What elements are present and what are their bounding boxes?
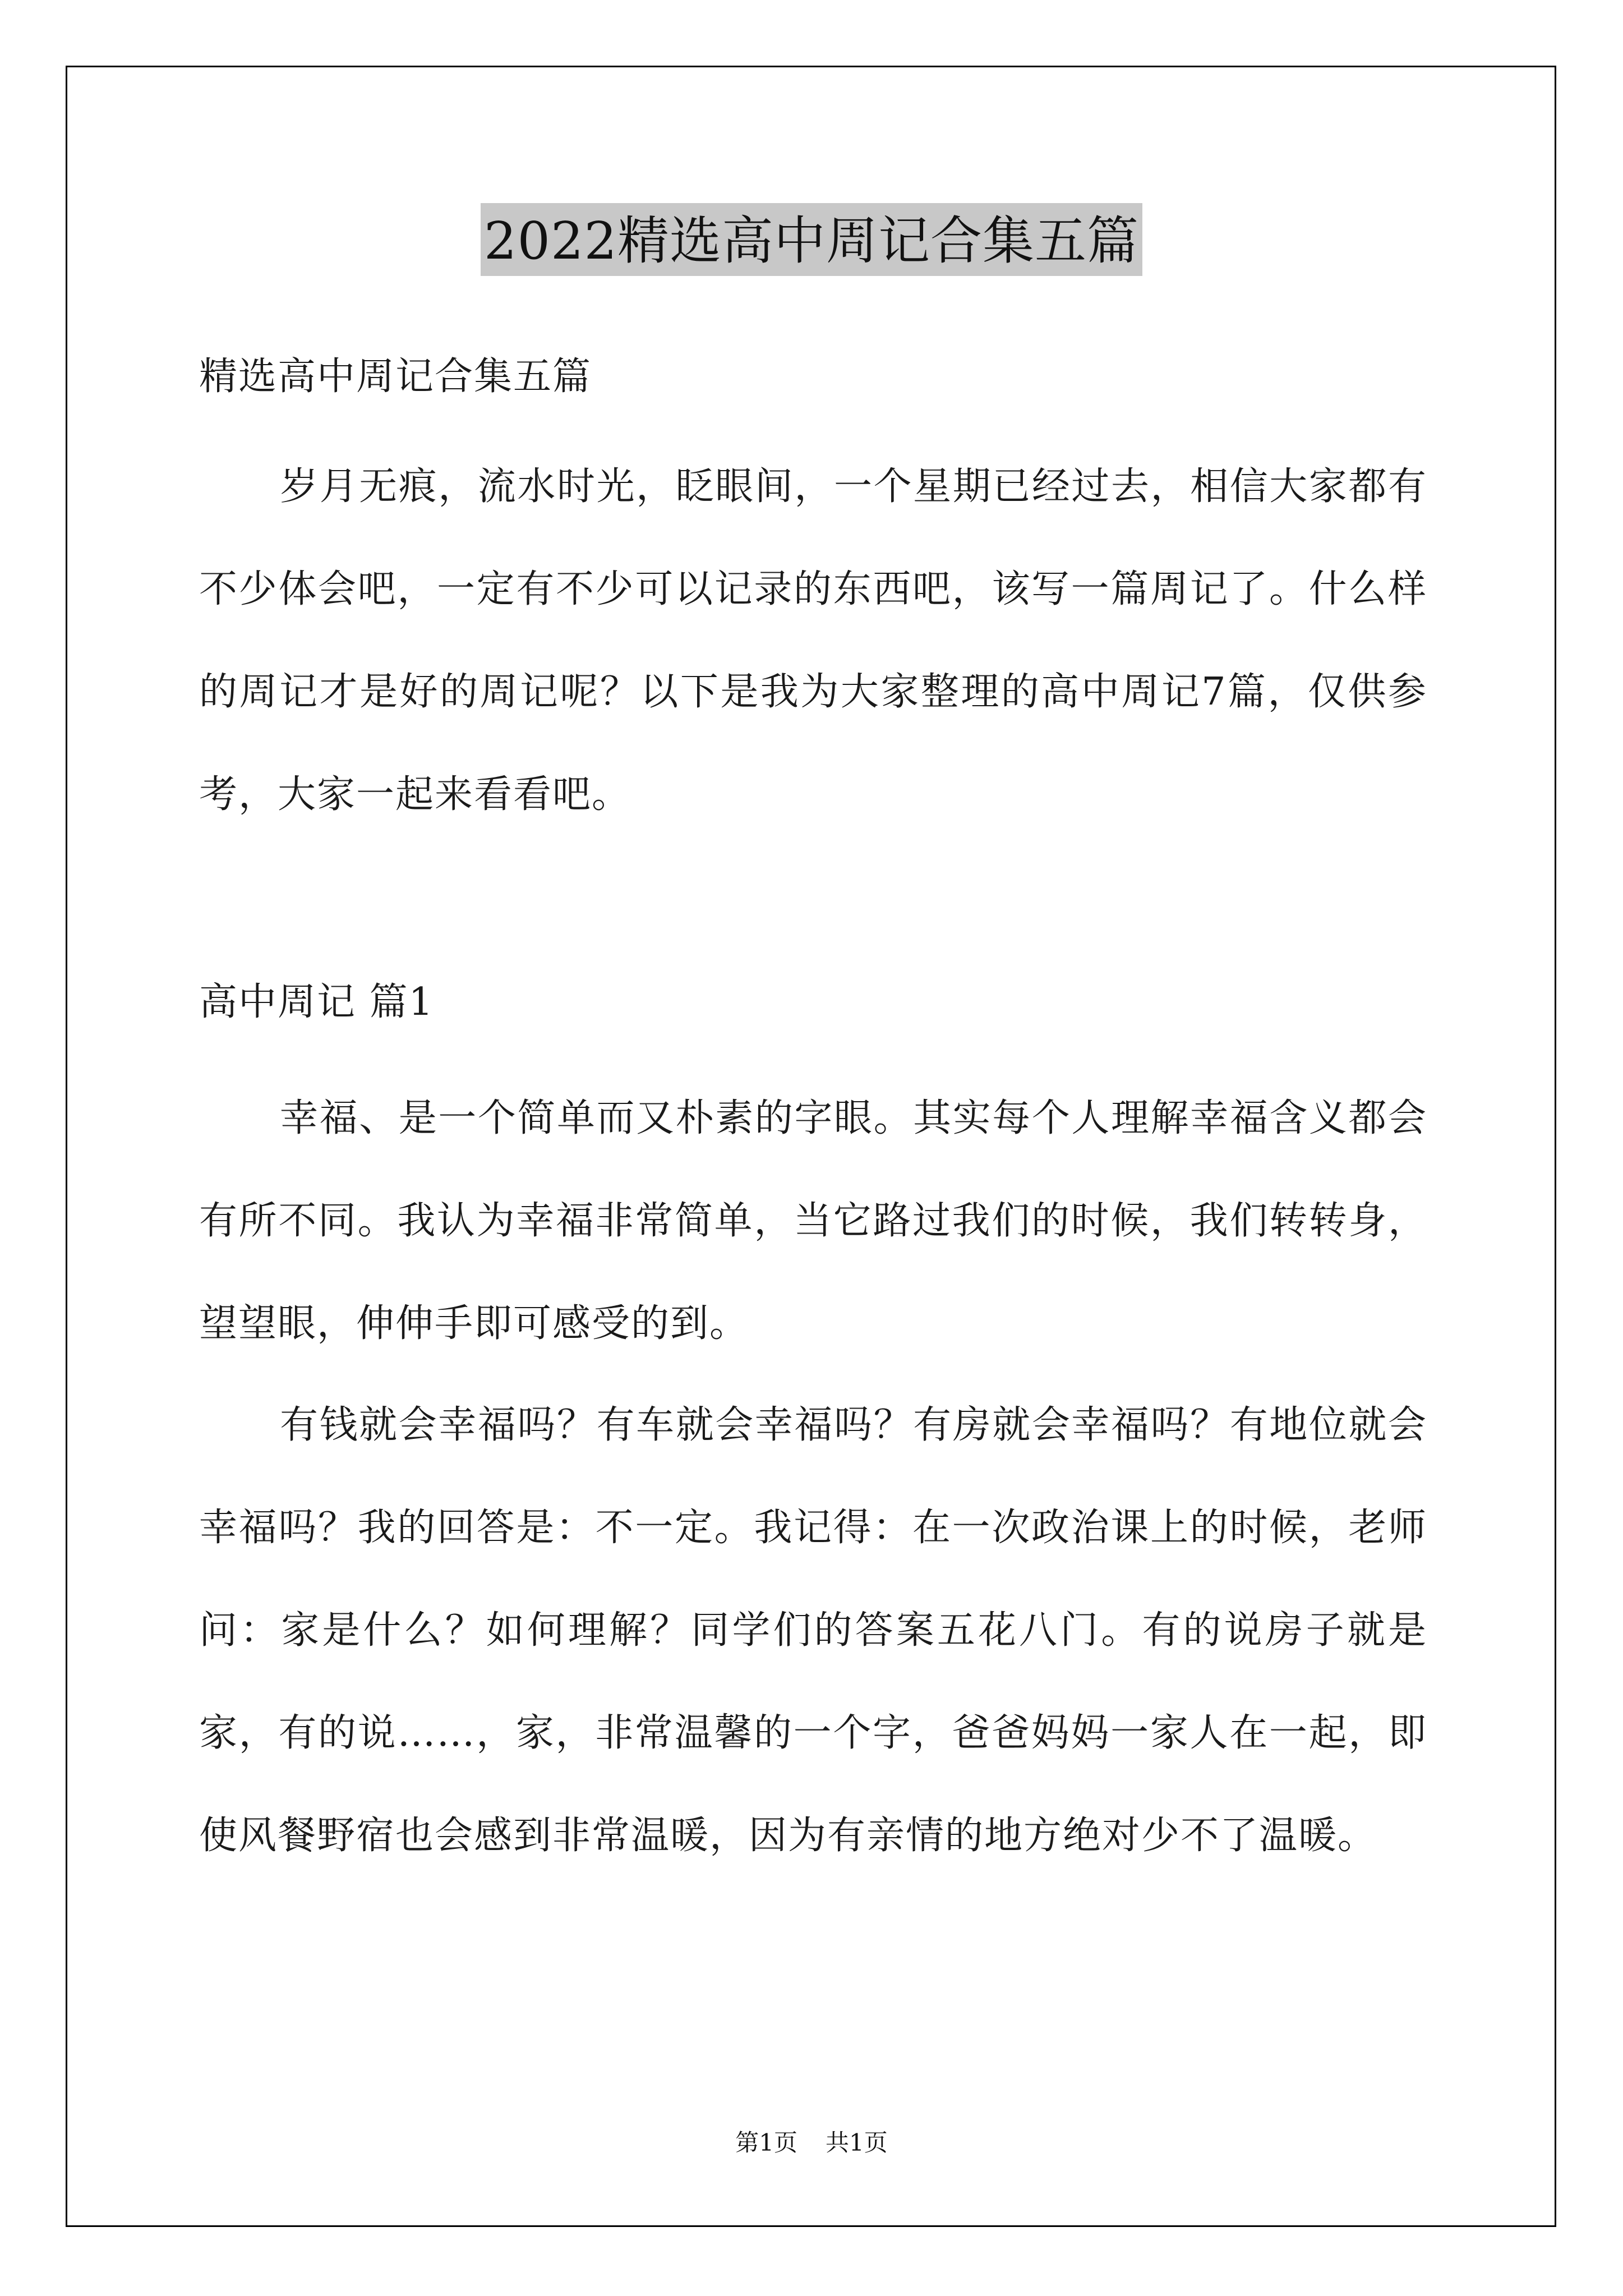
page-footer: [0, 2126, 1623, 2160]
page-number: 第1页: [735, 2129, 797, 2156]
document-subtitle: 精选高中周记合集五篇: [199, 355, 592, 399]
document-title: 2022精选高中周记合集五篇: [481, 203, 1142, 276]
section-heading: 高中周记 篇1: [199, 980, 434, 1024]
body-paragraph-1: 幸福、是一个简单而又朴素的字眼。其实每个人理解幸福含义都会有所不同。我认为幸福非常简单，当它路过我们的时候，我们转转身，望望眼，伸伸手即可感受的到。: [199, 1096, 1427, 1346]
intro-paragraph: 岁月无痕，流水时光，眨眼间，一个星期已经过去，相信大家都有不少体会吧，一定有不少可以记录的东西吧，该写一篇周记了。什么样的周记才是好的周记呢？以下是我为大家整理的高中周记7篇，仅供参考，大家一起来看看吧。: [199, 464, 1427, 817]
page-total: 共1页: [826, 2129, 888, 2156]
title-container: [0, 203, 1623, 276]
body-paragraph-2: 有钱就会幸福吗？有车就会幸福吗？有房就会幸福吗？有地位就会幸福吗？我的回答是：不一定。我记得：在一次政治课上的时候，老师问：家是什么？如何理解？同学们的答案五花八门。有的说房子就是家，有的说……，家，非常温馨的一个字，爸爸妈妈一家人在一起，即使风餐野宿也会感到非常温暖，因为有亲情的地方绝对少不了温暖。: [199, 1403, 1427, 1858]
